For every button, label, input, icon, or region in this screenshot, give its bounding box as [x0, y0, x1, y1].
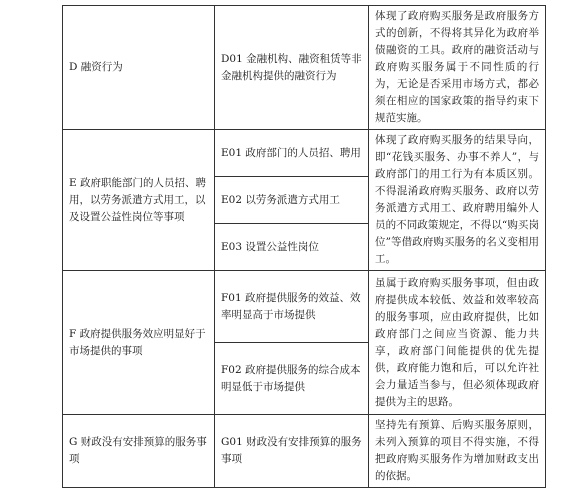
- item-cell: F02 政府提供服务的综合成本明显低于市场提供: [215, 343, 369, 415]
- table-row: [63, 271, 546, 343]
- item-cell: D01 金融机构、融资租赁等非金融机构提供的融资行为: [215, 6, 369, 130]
- policy-table: [62, 5, 546, 488]
- item-cell: G01 财政没有安排预算的服务事项: [215, 415, 369, 488]
- table-row: [63, 130, 546, 177]
- category-cell: G 财政没有安排预算的服务事项: [63, 415, 215, 488]
- item-cell: E02 以劳务派遣方式用工: [215, 177, 369, 224]
- category-cell: F 政府提供服务效应明显好于市场提供的事项: [63, 271, 215, 415]
- note-cell: 体现了政府购买服务的结果导向，即“花钱买服务、办事不养人”，与政府部门的用工行为有本质区别。不得混淆政府购买服务、政府以劳务派遣方式用工、政府聘用编外人员的不同政策规定，不得以“购买岗位”等借政府购买服务的名义变相用工。: [369, 130, 546, 271]
- note-cell: 坚持先有预算、后购买服务原则，未列入预算的项目不得实施，不得把政府购买服务作为增加财政支出的依据。: [369, 415, 546, 488]
- item-cell: F01 政府提供服务的效益、效率明显高于市场提供: [215, 271, 369, 343]
- category-cell: D 融资行为: [63, 6, 215, 130]
- table-row: [63, 415, 546, 488]
- item-cell: E01 政府部门的人员招、聘用: [215, 130, 369, 177]
- item-cell: E03 设置公益性岗位: [215, 224, 369, 271]
- note-cell: 体现了政府购买服务是政府服务方式的创新，不得将其异化为政府举债融资的工具。政府的融资活动与政府购买服务属于不同性质的行为，无论是否采用市场方式，都必须在相应的国家政策的指导约束下规范实施。: [369, 6, 546, 130]
- category-cell: E 政府职能部门的人员招、聘用，以劳务派遣方式用工，以及设置公益性岗位等事项: [63, 130, 215, 271]
- note-cell: 虽属于政府购买服务事项，但由政府提供成本较低、效益和效率较高的服务事项，应由政府提供，比如政府部门之间应当资源、能力共享，政府部门间能提供的优先提供，政府能力饱和后，可以允许社会力量适当参与，但必须体现政府提供为主的思路。: [369, 271, 546, 415]
- table-row: [63, 6, 546, 130]
